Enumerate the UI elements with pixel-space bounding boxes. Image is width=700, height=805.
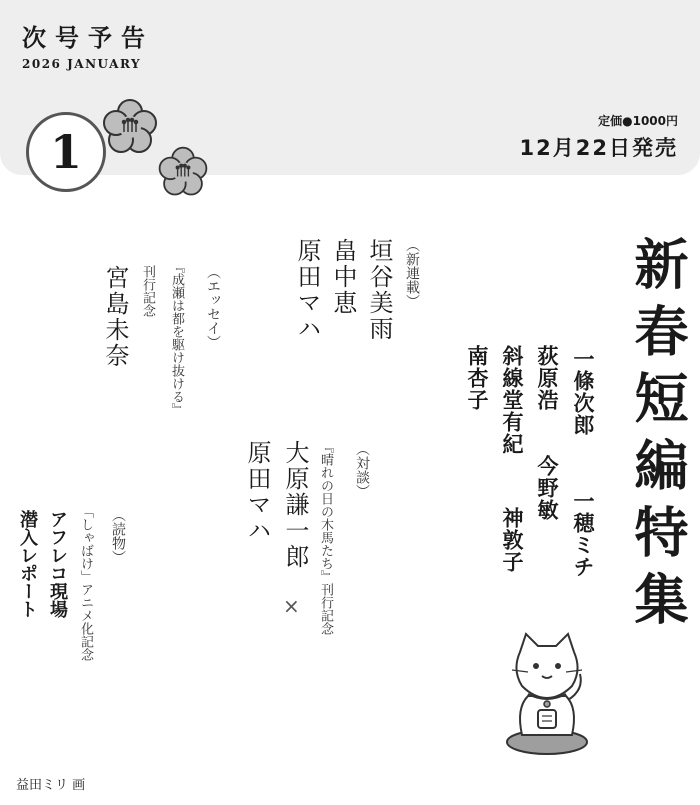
special-author: 神敦子	[500, 507, 524, 573]
reading-label: ︵読物︶	[110, 508, 126, 564]
reading-note: 「しゃばけ」アニメ化記念	[78, 505, 93, 661]
reading-title: 潜入レポート	[17, 510, 38, 618]
issue-number: 1	[49, 125, 82, 179]
page-title: 次号予告	[22, 24, 154, 52]
release-date: 12月22日発売	[519, 136, 678, 160]
essay-note: 『成瀬は都を駆け抜ける』	[169, 260, 184, 416]
special-author: 今野敏	[535, 455, 559, 521]
maneki-neko-illustration	[502, 630, 592, 760]
price: 定価●1000円	[598, 114, 678, 128]
special-author: 南杏子	[465, 345, 489, 411]
reading-title: アフレコ現場	[47, 510, 68, 618]
special-author: 荻原浩	[535, 345, 559, 411]
essay-author: 宮島未奈	[101, 265, 129, 369]
times-mark: ×	[283, 594, 300, 618]
issue-number-badge	[26, 112, 106, 192]
illustration-credit: 益田ミリ 画	[16, 778, 86, 793]
essay-label: ︵エッセイ︶	[205, 265, 221, 349]
special-author: 斜線堂有紀	[500, 345, 524, 455]
essay-note-2: 刊行記念	[140, 265, 155, 317]
plum-blossom-icon	[156, 145, 210, 199]
serial-author: 原田マハ	[293, 238, 321, 342]
dialogue-host: 原田マハ	[243, 440, 271, 544]
serial-label: ︵新連載︶	[404, 238, 420, 308]
special-feature-title: 新春短編特集	[626, 236, 690, 638]
issue-date: 2026 JANUARY	[22, 57, 142, 71]
plum-blossom-icon	[100, 97, 160, 157]
dialogue-note: 『晴れの日の木馬たち』刊行記念	[318, 440, 333, 635]
dialogue-guest: 大原謙一郎	[281, 440, 309, 570]
serial-author: 垣谷美雨	[365, 238, 393, 342]
dialogue-label: ︵対談︶	[354, 442, 370, 498]
serial-author: 畠中恵	[329, 238, 357, 316]
special-author: 一條次郎	[571, 348, 595, 436]
special-author: 一穂ミチ	[571, 490, 595, 578]
